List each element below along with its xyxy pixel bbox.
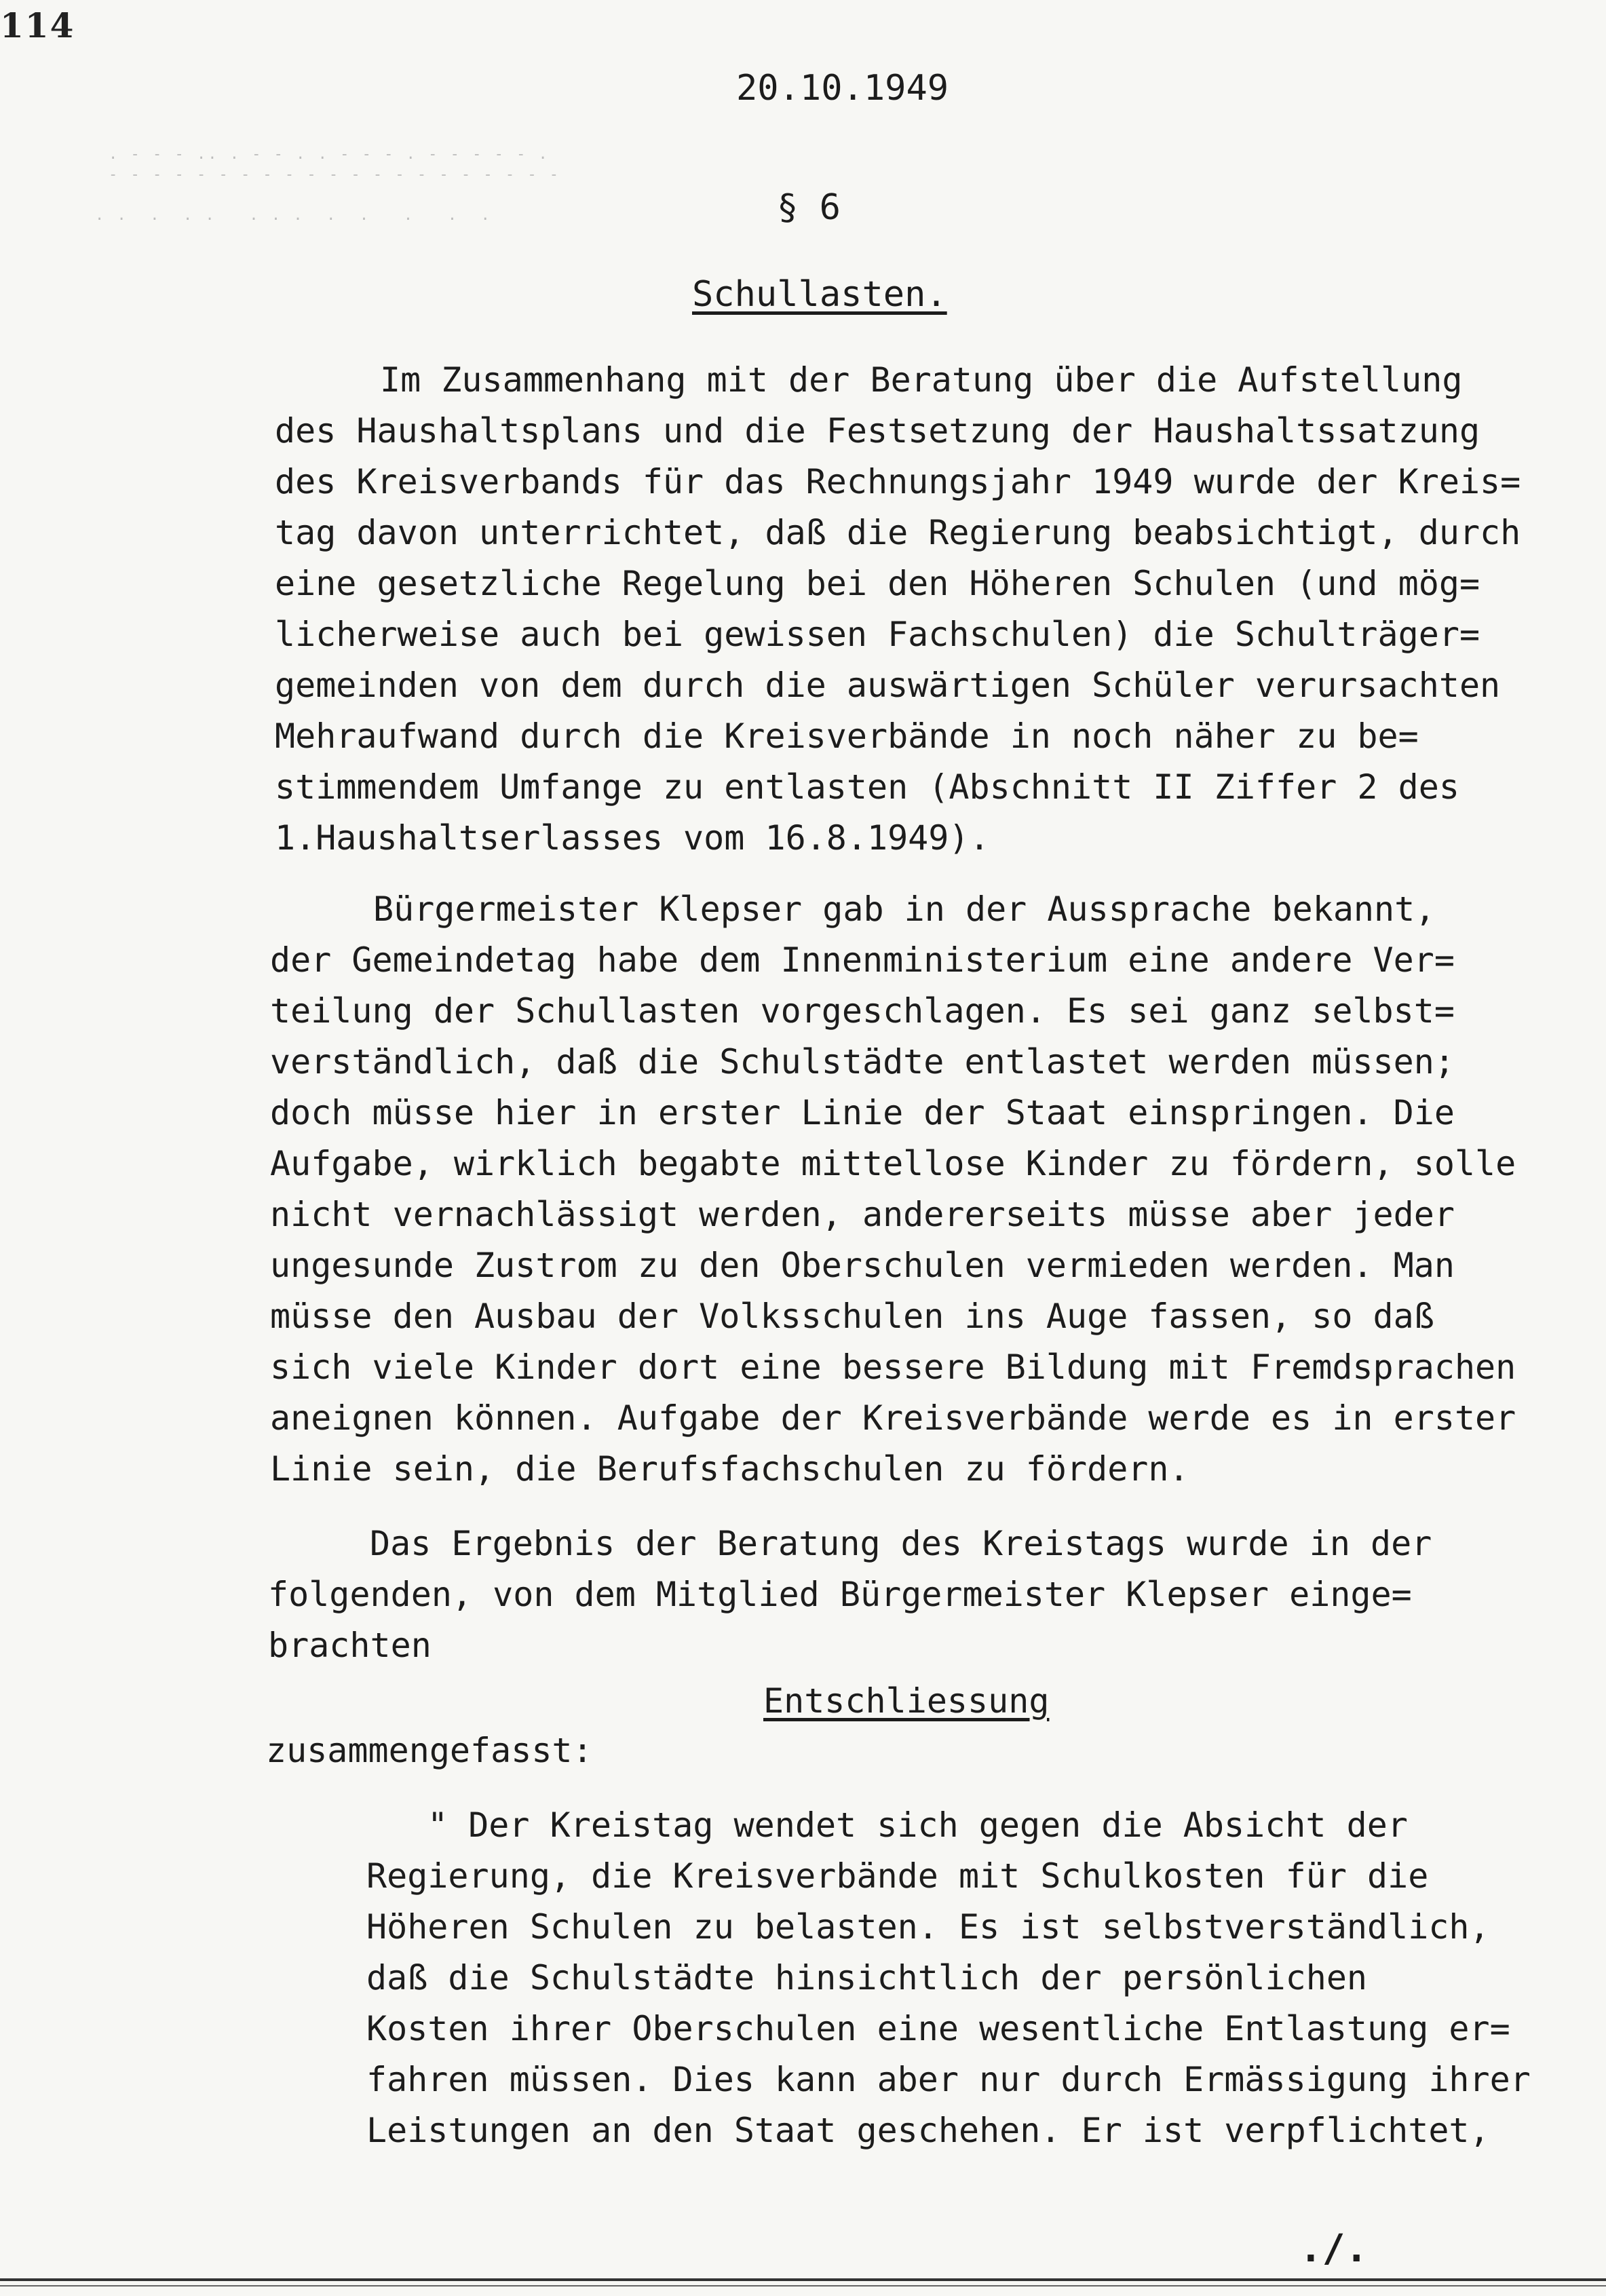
- resolution-quote-line: Kosten ihrer Oberschulen eine wesentliche Entlastung er=: [366, 2009, 1510, 2048]
- resolution-quote-line: Leistungen an den Staat geschehen. Er ist verpflichtet,: [366, 2111, 1490, 2150]
- bottom-border-line: [0, 2278, 1606, 2281]
- paragraph-1-line: 1.Haushaltserlasses vom 16.8.1949).: [275, 818, 990, 858]
- paragraph-1-line: des Haushaltsplans und die Festsetzung der Haushaltssatzung: [275, 411, 1480, 451]
- paragraph-2-line: müsse den Ausbau der Volksschulen ins Auge fassen, so daß: [270, 1297, 1434, 1336]
- paragraph-2-line: der Gemeindetag habe dem Innenministerium eine andere Ver=: [270, 940, 1455, 980]
- paragraph-2-line: teilung der Schullasten vorgeschlagen. Es sei ganz selbst=: [270, 991, 1455, 1031]
- paragraph-1-line: stimmendem Umfange zu entlasten (Abschnitt II Ziffer 2 des: [275, 767, 1459, 807]
- paragraph-2-line: aneignen können. Aufgabe der Kreisverbände werde es in erster: [270, 1398, 1516, 1438]
- resolution-quote-line: " Der Kreistag wendet sich gegen die Absicht der: [427, 1805, 1408, 1845]
- paragraph-1-line: gemeinden von dem durch die auswärtigen Schüler verursachten: [275, 666, 1501, 705]
- paragraph-3-line: folgenden, von dem Mitglied Bürgermeister Klepser einge=: [268, 1575, 1412, 1614]
- paragraph-1-line: Mehraufwand durch die Kreisverbände in noch näher zu be=: [275, 716, 1419, 756]
- bottom-border-line: [0, 2285, 1606, 2287]
- resolution-quote-line: fahren müssen. Dies kann aber nur durch Ermässigung ihrer: [366, 2060, 1531, 2099]
- page-number: 114: [0, 5, 75, 45]
- paragraph-3-line: Das Ergebnis der Beratung des Kreistags wurde in der: [370, 1524, 1432, 1563]
- paragraph-2-line: Linie sein, die Berufsfachschulen zu fördern.: [270, 1449, 1189, 1489]
- paragraph-1-line: licherweise auch bei gewissen Fachschulen) die Schulträger=: [275, 615, 1480, 654]
- continuation-mark: ./.: [1299, 2227, 1369, 2271]
- paragraph-2-line: Bürgermeister Klepser gab in der Aussprache bekannt,: [373, 889, 1436, 929]
- paragraph-3-line: brachten: [268, 1626, 432, 1665]
- resolution-quote-line: Höheren Schulen zu belasten. Es ist selbstverständlich,: [366, 1907, 1490, 1947]
- resolution-intro: zusammengefasst:: [266, 1731, 593, 1770]
- resolution-quote-line: Regierung, die Kreisverbände mit Schulkosten für die: [366, 1856, 1429, 1896]
- scan-smudge: - - - - - - - - - - - - - - - - - - - - -: [109, 166, 561, 183]
- resolution-title: Entschliessung: [763, 1681, 1050, 1721]
- paragraph-2-line: nicht vernachlässigt werden, andererseits müsse aber jeder: [270, 1195, 1455, 1234]
- paragraph-1-line: tag davon unterrichtet, daß die Regierung beabsichtigt, durch: [275, 513, 1521, 552]
- paragraph-2-line: verständlich, daß die Schulstädte entlastet werden müssen;: [270, 1042, 1455, 1082]
- resolution-quote-line: daß die Schulstädte hinsichtlich der persönlichen: [366, 1958, 1368, 1997]
- paragraph-2-line: ungesunde Zustrom zu den Oberschulen vermieden werden. Man: [270, 1246, 1455, 1285]
- paragraph-1-line: Im Zusammenhang mit der Beratung über die Aufstellung: [380, 360, 1463, 400]
- paragraph-2-line: sich viele Kinder dort eine bessere Bildung mit Fremdsprachen: [270, 1347, 1516, 1387]
- scan-smudge: . . . . . . . . . . . . .: [95, 207, 492, 224]
- section-number: § 6: [777, 187, 841, 228]
- document-date: 20.10.1949: [736, 68, 949, 109]
- section-heading: Schullasten.: [692, 274, 947, 315]
- paragraph-1-line: eine gesetzliche Regelung bei den Höheren Schulen (und mög=: [275, 564, 1480, 603]
- paragraph-1-line: des Kreisverbands für das Rechnungsjahr 1949 wurde der Kreis=: [275, 462, 1521, 501]
- paragraph-2-line: Aufgabe, wirklich begabte mittellose Kinder zu fördern, solle: [270, 1144, 1516, 1183]
- paragraph-2-line: doch müsse hier in erster Linie der Staat einspringen. Die: [270, 1093, 1455, 1132]
- scan-smudge: . - - - .. . - - . . - - - . - - - - - .: [109, 146, 550, 163]
